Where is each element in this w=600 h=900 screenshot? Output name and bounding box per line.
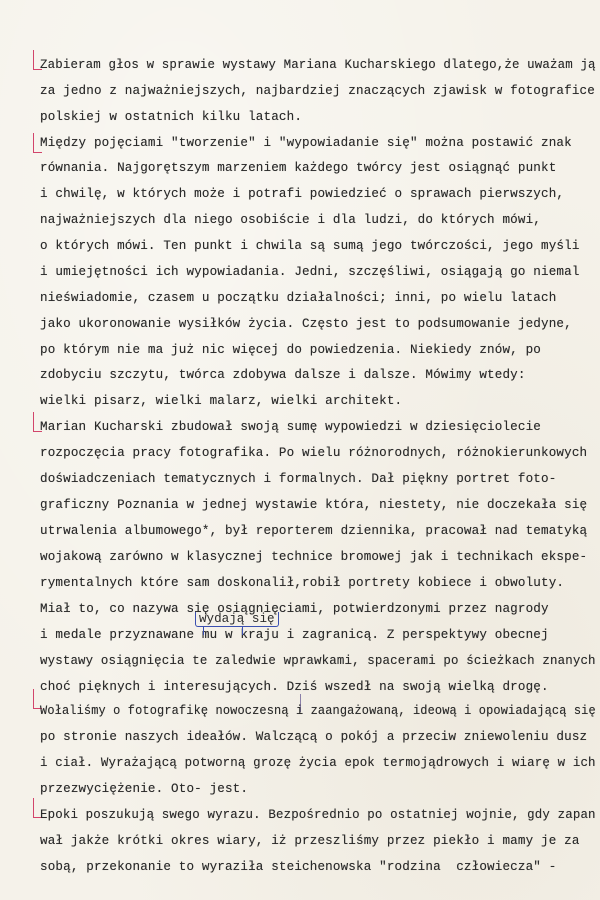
- text-line: i chwilę, w których może i potrafi powiedzieć o sprawach pierwszych,: [40, 187, 565, 201]
- text-line: za jedno z najważniejszych, najbardziej znaczących zjawisk w fotografice: [40, 84, 595, 98]
- text-line: Zabieram głos w sprawie wystawy Mariana Kucharskiego dlatego,że uważam ją: [40, 58, 596, 72]
- text-line: graficzny Poznania w jednej wystawie która, niestety, nie doczekała się: [40, 498, 588, 512]
- text-line: Między pojęciami "tworzenie" i "wypowiadanie się" można postawić znak: [40, 136, 572, 150]
- text-line: po stronie naszych ideałów. Walczącą o pokój a przeciw zniewoleniu dusz: [40, 730, 588, 744]
- text-line: rymentalnych które sam doskonalił,robił portrety kobiece i obwoluty.: [40, 576, 565, 590]
- text-line: doświadczeniach tematycznych i formalnych. Dał piękny portret foto-: [40, 472, 557, 486]
- text-line: wał jakże krótki okres wiary, iż przeszliśmy przez piekło i mamy je za: [40, 834, 580, 848]
- text-line: utrwalenia albumowego*, był reporterem dziennika, pracował nad tematyką: [40, 524, 588, 538]
- text-line: nieświadomie, czasem u początku działalności; inni, po wielu latach: [40, 291, 557, 305]
- text-line: przezwyciężenie. Oto- jest.: [40, 782, 249, 796]
- text-line: wielki pisarz, wielki malarz, wielki architekt.: [40, 394, 403, 408]
- text-line: po którym nie ma już nic więcej do powiedzenia. Niekiedy znów, po: [40, 343, 541, 357]
- text-line: Miał to, co nazywa się osiągnięciami, potwierdzonymi przez nagrody: [40, 602, 549, 616]
- text-line: równania. Najgorętszym marzeniem każdego twórcy jest osiągnąć punkt: [40, 161, 557, 175]
- text-line: wystawy osiągnięcia te zaledwie wprawkami, spacerami po ścieżkach znanych: [40, 654, 596, 668]
- text-line: najważniejszych dla niego osobiście i dla ludzi, do których mówi,: [40, 213, 541, 227]
- text-line: polskiej w ostatnich kilku latach.: [40, 110, 303, 124]
- text-line: rozpoczęcia pracy fotografika. Po wielu różnorodnych, różnokierunkowych: [40, 446, 588, 460]
- text-line: Marian Kucharski zbudował swoją sumę wypowiedzi w dziesięciolecie: [40, 420, 541, 434]
- text-line: Wołaliśmy o fotografikę nowoczesną i zaangażowaną, ideową i opowiadającą się: [40, 704, 596, 718]
- text-line: Epoki poszukują swego wyrazu. Bezpośrednio po ostatniej wojnie, gdy zapan: [40, 808, 596, 822]
- text-line: choć pięknych i interesujących. Dziś wszedł na swoją wielką drogę.: [40, 680, 549, 694]
- text-line: o których mówi. Ten punkt i chwila są sumą jego twórczości, jego myśli: [40, 239, 580, 253]
- text-line: i medale przyznawane mu w kraju i zagranicą. Z perspektywy obecnej: [40, 628, 549, 642]
- text-line: sobą, przekonanie to wyraziła steichenowska "rodzina człowiecza" -: [40, 860, 557, 874]
- text-line: i umiejętności ich wypowiadania. Jedni, szczęśliwi, osiągają go niemal: [40, 265, 580, 279]
- text-line: jako ukoronowanie wysiłków życia. Często jest to podsumowanie jedyne,: [40, 317, 572, 331]
- text-line: i ciał. Wyrażającą potworną grozę życia epok termojądrowych i wiarę w ich: [40, 756, 596, 770]
- text-line: zdobyciu szczytu, twórca zdobywa dalsze i dalsze. Mówimy wtedy:: [40, 368, 526, 382]
- handwritten-insertion: wydają się: [195, 612, 279, 627]
- insertion-caret-mark: [203, 627, 243, 635]
- text-line: wojakową zarówno w klasycznej technice bromowej jak i technikach ekspe-: [40, 550, 588, 564]
